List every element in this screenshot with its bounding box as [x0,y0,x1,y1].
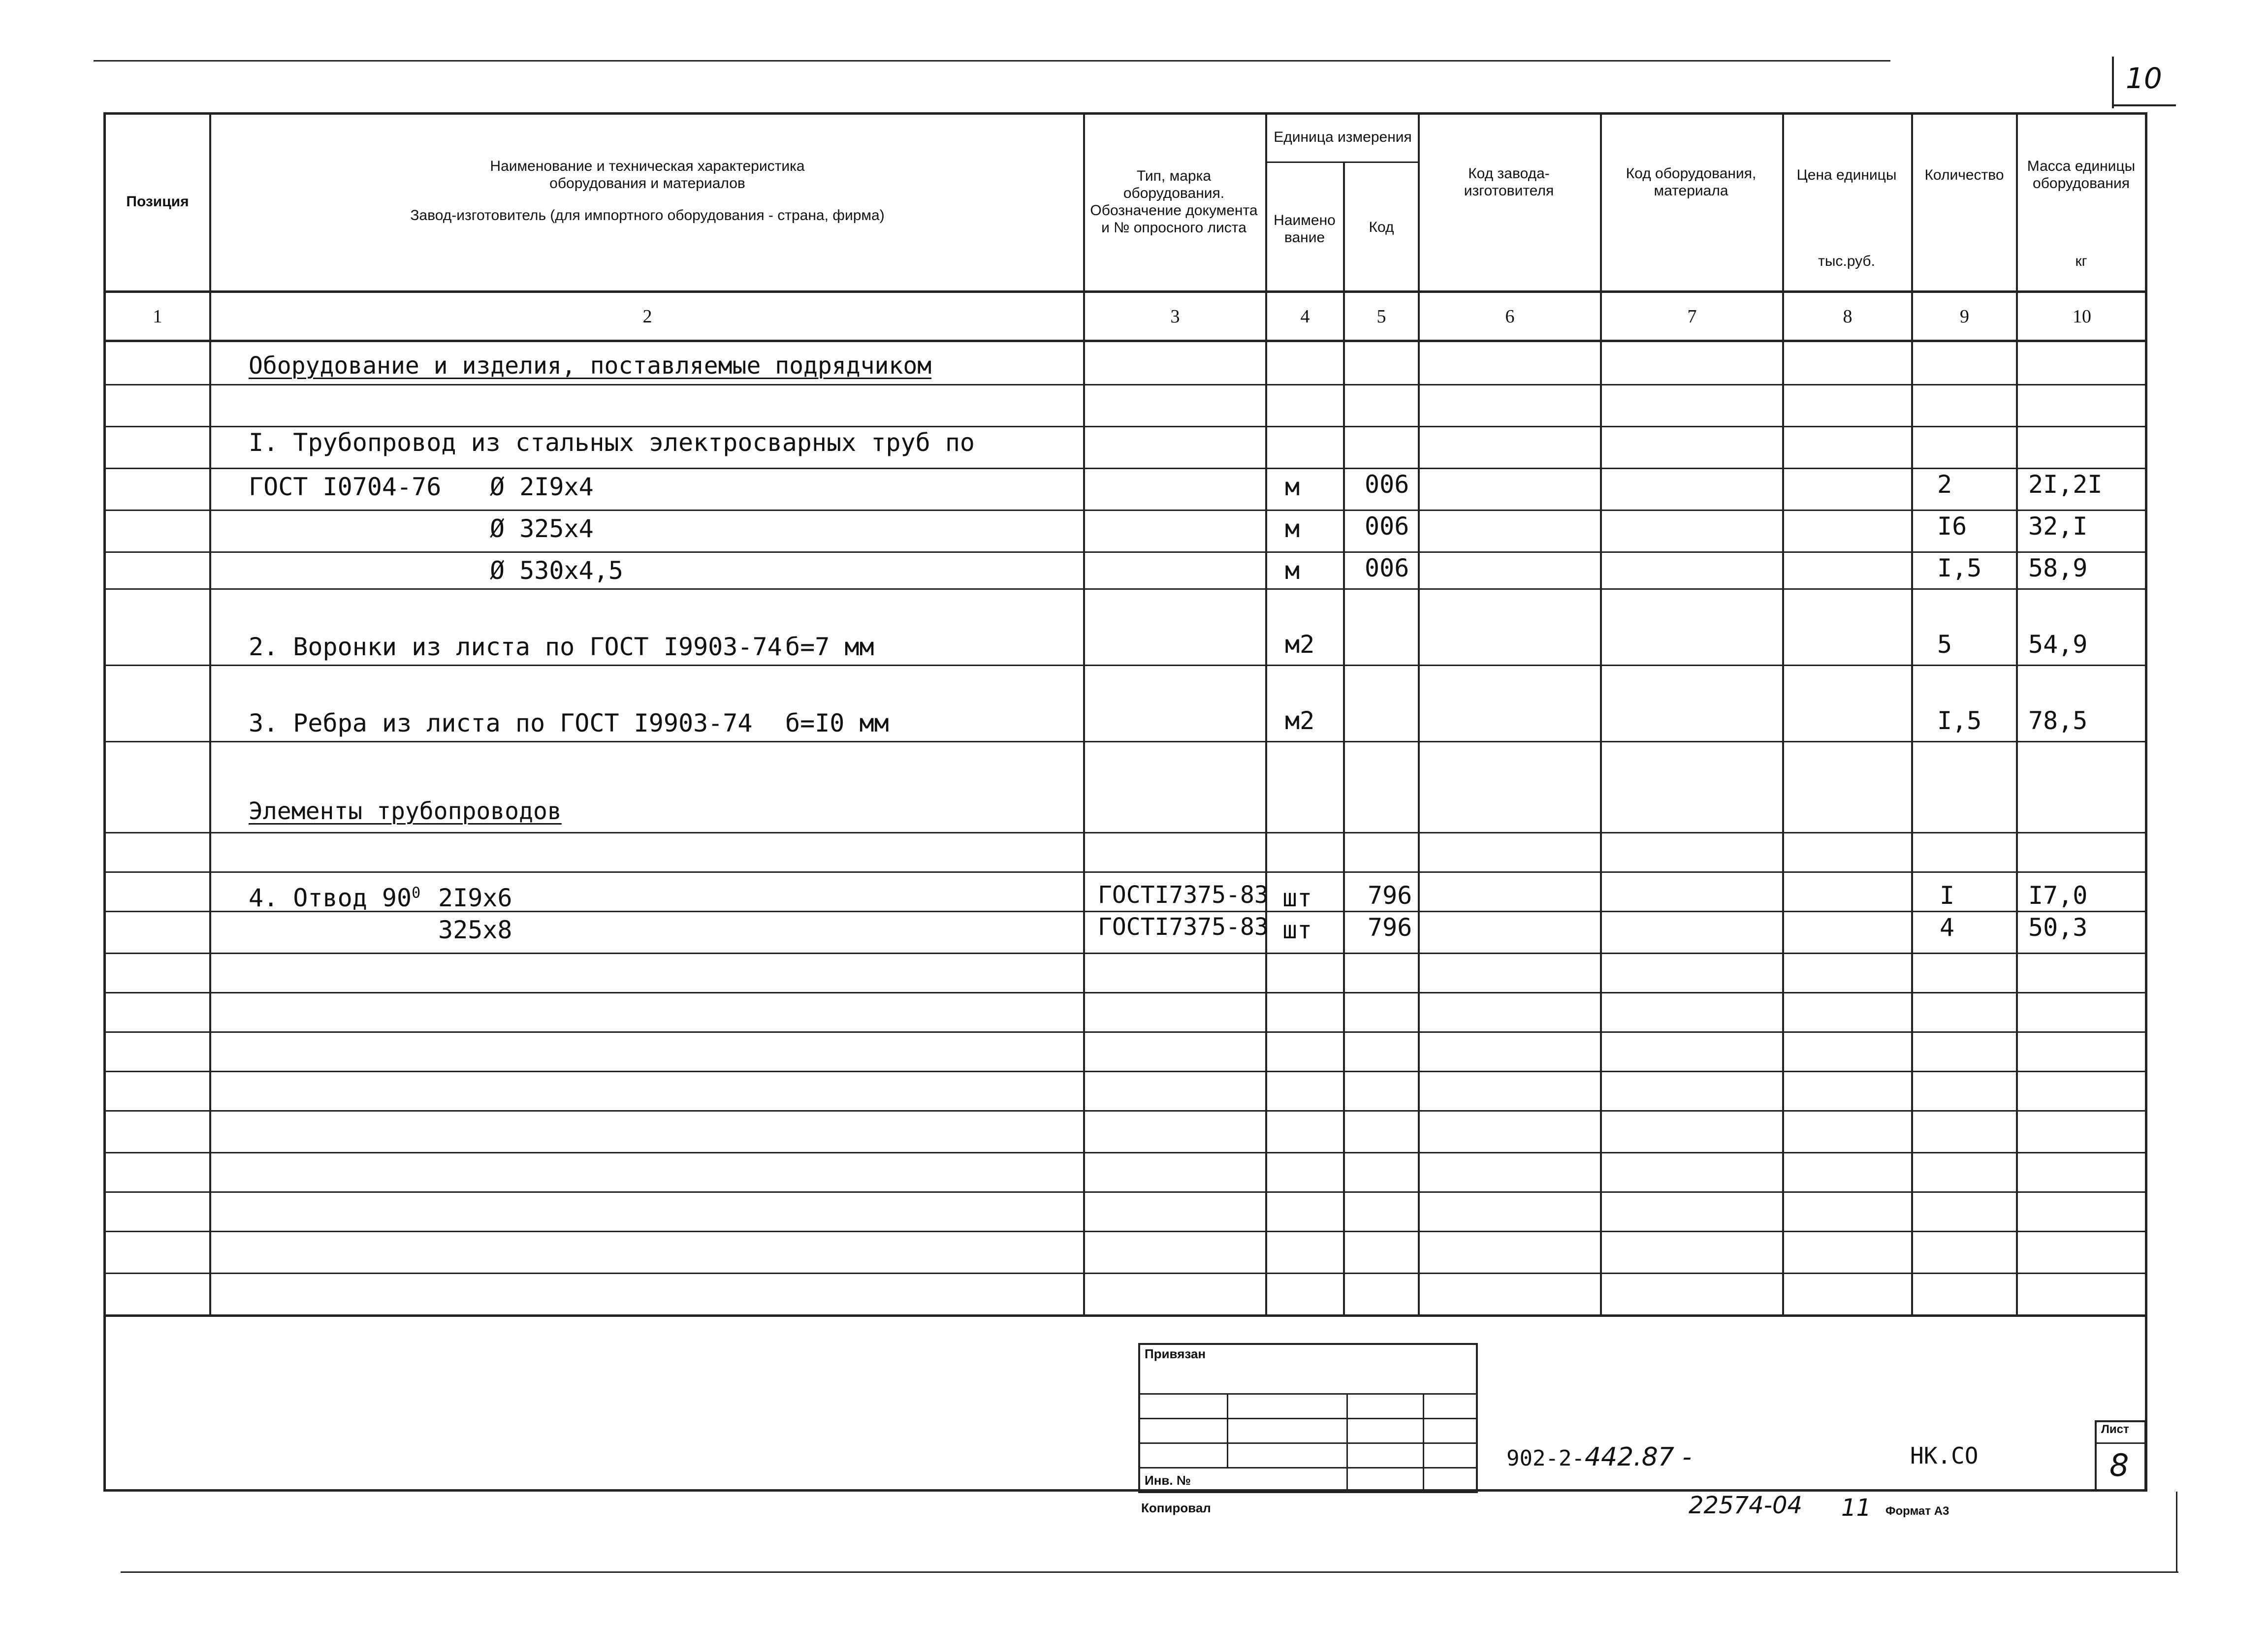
row-rule [104,953,2146,954]
corner-vertical [2112,57,2114,108]
header-price: Цена единицы [1796,166,1897,183]
list-item-name: 3. Ребра из листа по ГОСТ I9903-74 [249,709,753,737]
row-rule [104,741,2146,742]
column-number: 4 [1300,306,1310,327]
header-unit-name: Наименование [1274,212,1336,246]
header-type: Тип, марка оборудования. Обозначение документа и № опросного листа [1090,168,1258,236]
column-number: 5 [1376,306,1386,327]
doc-code-prefix: 902-2- [1506,1446,1585,1471]
table-bottom-line [103,1314,2147,1317]
sheet-box-line [2095,1442,2146,1444]
quantity: 4 [1940,913,1955,942]
unit-name: м [1285,556,1300,585]
stamp-line [1138,1418,1478,1419]
column-number: 3 [1170,306,1180,327]
column-number: 10 [2073,306,2091,327]
archive-sheet-handwritten: 11 [1841,1494,1872,1522]
row-rule [104,1191,2146,1193]
quantity: 2 [1937,470,1952,499]
unit-code: 796 [1368,881,1412,910]
row-rule [104,665,2146,666]
header-name-block [212,158,1083,224]
row-rule [104,551,2146,553]
header-unit-code: Код [1369,219,1394,235]
row-rule [104,468,2146,469]
pipe-size: Ø 530x4,5 [490,556,623,585]
quantity: I6 [1937,512,1967,541]
right-rule [2176,1492,2177,1573]
quantity: I,5 [1937,706,1982,735]
header-factory-code: Код завода-изготовителя [1464,165,1554,199]
privyazan-label: Привязан [1145,1346,1206,1361]
format-label: Формат А3 [1885,1504,1949,1518]
pipe-size: 325x8 [438,916,512,944]
row-rule [104,1273,2146,1274]
header-mass-unit: кг [2075,253,2087,269]
mass: 32,I [2028,512,2088,541]
archive-number-handwritten: 22574-04 [1689,1492,1803,1519]
document-mark: НК.СО [1910,1442,1979,1469]
mass: 78,5 [2028,706,2088,735]
quantity: I [1940,881,1955,910]
unit-code: 006 [1365,554,1409,582]
row-rule [104,871,2146,873]
unit-name: м [1285,514,1300,543]
sheet-label: Лист [2101,1423,2129,1436]
header-name-line2: оборудования и материалов [549,175,745,192]
unit-name: м2 [1285,630,1315,659]
degree-superscript: 0 [412,884,421,902]
quantity: I,5 [1937,554,1982,582]
column-number: 7 [1687,306,1697,327]
column-number: 8 [1843,306,1853,327]
doc-code-handwritten: 442.87 - [1584,1442,1692,1472]
column-number: 6 [1505,306,1515,327]
section-heading: Элементы трубопроводов [249,798,562,825]
header-price-unit: тыс.руб. [1818,253,1875,269]
list-item-name [249,884,420,912]
row-rule [104,832,2146,833]
sheet-thickness: б=I0 мм [785,709,889,737]
bend-label: 4. Отвод 90 [249,884,412,912]
unit-code: 796 [1368,913,1412,942]
list-item-name: ГОСТ I0704-76 [249,473,442,501]
pipe-size: Ø 325x4 [490,514,594,543]
pipe-size: 2I9x6 [438,884,512,912]
sheet-thickness: б=7 мм [785,633,874,661]
unit-code: 006 [1365,512,1409,541]
unit-name: м2 [1285,706,1315,735]
stamp-line [1138,1393,1478,1395]
row-rule [104,384,2146,385]
mass: 58,9 [2028,554,2088,582]
mass: 54,9 [2028,630,2088,659]
corner-horizontal [2112,104,2176,106]
mass: 2I,2I [2028,470,2103,499]
document-reference: ГОСТI7375-83 [1098,881,1269,909]
bottom-rule [121,1571,2178,1573]
unit-name: шт [1282,884,1312,912]
row-rule [104,510,2146,511]
row-rule [104,1152,2146,1153]
unit-name: шт [1282,916,1312,944]
copied-by-label: Копировал [1141,1500,1211,1515]
inventory-label: Инв. № [1145,1473,1191,1488]
corner-sheet-number: 10 [2126,62,2162,95]
column-number: 9 [1960,306,1969,327]
top-rule [94,60,1890,62]
col-line-1 [209,112,211,1316]
stamp-line [1138,1442,1478,1444]
header-name-line3: Завод-изготовитель (для импортного оборудования - страна, фирма) [410,207,885,223]
stamp-vline [1227,1393,1228,1467]
row-rule [104,426,2146,427]
unit-group-line [1265,161,1418,163]
header-unit-group: Единица измерения [1274,128,1412,145]
list-item-name: I. Трубопровод из стальных электросварных труб по [249,428,975,457]
colnum-bottom-line [103,340,2147,342]
row-rule [104,1031,2146,1033]
row-rule [104,1110,2146,1112]
header-quantity: Количество [1924,166,2004,183]
row-rule [104,1071,2146,1072]
header-equipment-code: Код оборудования, материала [1626,165,1757,199]
row-rule [104,1231,2146,1232]
document-reference: ГОСТI7375-83 [1098,913,1269,941]
column-number: 1 [153,306,162,327]
quantity: 5 [1937,630,1952,659]
sheet-number: 8 [2109,1447,2129,1483]
header-mass: Масса единицы оборудования [2027,158,2136,192]
unit-name: м [1285,473,1300,501]
mass: 50,3 [2028,913,2088,942]
mass: I7,0 [2028,881,2088,910]
stamp-vline [1346,1393,1348,1492]
section-heading: Оборудование и изделия, поставляемые подрядчиком [249,352,932,380]
pipe-size: Ø 2I9x4 [490,473,594,501]
row-rule [104,588,2146,590]
row-rule [104,992,2146,993]
header-position: Позиция [126,193,189,210]
unit-code: 006 [1365,470,1409,499]
list-item-name: 2. Воронки из листа по ГОСТ I9903-74 [249,633,782,661]
stamp-vline [1423,1393,1424,1492]
header-name-line1: Наименование и техническая характеристика [490,158,805,174]
stamp-line [1138,1467,1478,1468]
document-code [1506,1442,1692,1472]
column-number: 2 [642,306,652,327]
